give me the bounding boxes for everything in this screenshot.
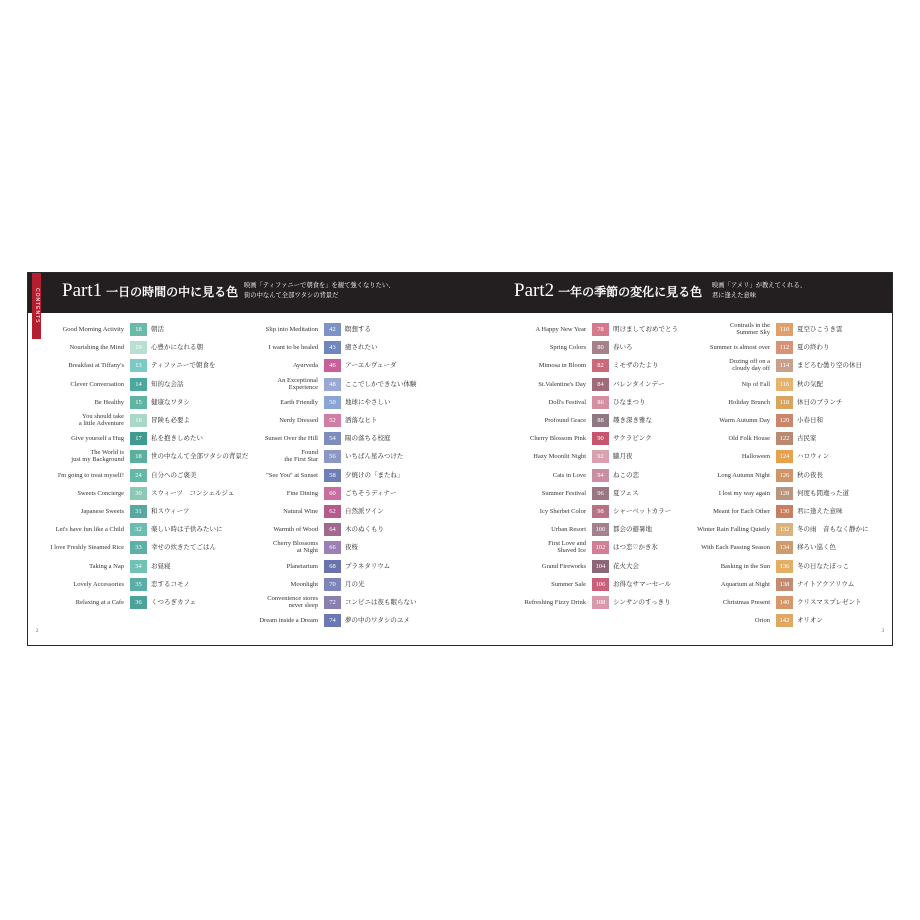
entry-title: Planetarium bbox=[286, 562, 318, 570]
entry-title: Cats in Love bbox=[552, 471, 586, 479]
page-number-badge[interactable]: 36 bbox=[130, 596, 147, 609]
entry-title-japanese[interactable]: シャーベットカラー bbox=[613, 507, 672, 515]
entry-title: I want to be healed bbox=[268, 344, 318, 352]
entry-title: Relaxing at a Cafe bbox=[75, 599, 124, 606]
entry-title: Summer Festival bbox=[541, 489, 586, 497]
entry-title-japanese[interactable]: コンビニは夜も眠らない bbox=[345, 598, 417, 606]
entry-title-japanese[interactable]: ごちそうディナー bbox=[345, 488, 397, 497]
page-number-badge[interactable]: 136 bbox=[776, 560, 793, 573]
entry-title-japanese[interactable]: シンサンのすっきり bbox=[613, 598, 671, 606]
page-number-badge[interactable]: 16 bbox=[130, 414, 147, 427]
entry-title: Halloween bbox=[741, 453, 770, 461]
entry-title-japanese[interactable]: ナイトアクアリウム bbox=[797, 579, 855, 588]
page-number-badge[interactable]: 68 bbox=[324, 560, 341, 573]
page-number-badge[interactable]: 34 bbox=[130, 560, 147, 573]
entry-title-japanese[interactable]: 和スウィーツ bbox=[151, 507, 190, 515]
entry-title-japanese[interactable]: 私を抱きしめたい bbox=[151, 434, 203, 443]
entry-title: Icy Sherbet Color bbox=[539, 508, 586, 515]
part1-description: 映画「ティファニーで朝食を」を観て強くなりたい、 街の中なんて全部ワタシの背景だ bbox=[244, 282, 395, 299]
entry-title: Mimosa in Bloom bbox=[538, 362, 586, 370]
entry-title: I lost my way again bbox=[718, 489, 770, 497]
entry-title: Grand Fireworks bbox=[541, 562, 586, 570]
contents-spread bbox=[27, 272, 893, 646]
entry-title-japanese[interactable]: クリスマスプレゼント bbox=[797, 598, 862, 606]
entry-title-japanese[interactable]: 陽の落ちる校庭 bbox=[345, 434, 391, 443]
page-number-badge[interactable]: 116 bbox=[776, 378, 793, 391]
entry-title-japanese[interactable]: 春いろ bbox=[613, 343, 633, 352]
page-number-badge[interactable]: 30 bbox=[130, 487, 147, 500]
entry-title-japanese[interactable]: 休日のブランチ bbox=[797, 397, 843, 406]
entry-title-japanese[interactable]: 夏の終わり bbox=[797, 343, 830, 352]
entry-title-japanese[interactable]: 花火大会 bbox=[613, 561, 639, 570]
entry-title: An Exceptional Experience bbox=[277, 376, 318, 391]
entry-title-japanese[interactable]: 朝活 bbox=[151, 325, 164, 333]
entry-title: Moonlight bbox=[290, 580, 318, 588]
entry-title-japanese[interactable]: 夏フェス bbox=[613, 488, 639, 497]
page-number-badge[interactable]: 98 bbox=[592, 505, 609, 518]
entry-title: You should take a little Adventure bbox=[78, 413, 124, 427]
entry-title: Lovely Accessories bbox=[73, 580, 124, 588]
part2-subtitle: 一年の季節の変化に見る色 bbox=[558, 285, 703, 299]
page-number-badge[interactable]: 13 bbox=[130, 359, 147, 372]
entry-title-japanese[interactable]: アーユルヴェーダ bbox=[345, 361, 397, 370]
entry-title: Dream inside a Dream bbox=[259, 617, 318, 625]
entry-title: Hazy Moonlit Night bbox=[533, 453, 586, 461]
entry-title-japanese[interactable]: 移ろい巡く色 bbox=[797, 543, 836, 552]
page-number-badge[interactable]: 78 bbox=[592, 323, 609, 336]
page-number-badge[interactable]: 120 bbox=[776, 414, 793, 427]
entry-title-japanese[interactable]: ティファニーで朝食を bbox=[151, 361, 216, 370]
entry-title-japanese[interactable]: 恋するコモノ bbox=[151, 579, 190, 588]
entry-title: Meant for Each Other bbox=[713, 508, 770, 515]
entry-title-japanese[interactable]: 秋の気配 bbox=[797, 379, 823, 388]
entry-title-japanese[interactable]: ねこの恋 bbox=[613, 470, 639, 479]
entry-title: St.Valentine's Day bbox=[538, 380, 586, 388]
entry-title-japanese[interactable]: 世の中なんて全部ワタシの背景だ bbox=[151, 452, 249, 461]
page-number-badge[interactable]: 18 bbox=[130, 450, 147, 463]
page-number-badge[interactable]: 58 bbox=[324, 469, 341, 482]
entry-title: Sunset Over the Hill bbox=[264, 435, 318, 443]
entry-title: Spring Colors bbox=[549, 344, 586, 352]
contents-tab: CONTENTS bbox=[32, 273, 41, 339]
entry-title-japanese[interactable]: 夜桜 bbox=[345, 543, 358, 552]
page-number-badge[interactable]: 15 bbox=[130, 396, 147, 409]
page-number-badge[interactable]: 14 bbox=[130, 378, 147, 391]
page-number-badge[interactable]: 32 bbox=[130, 523, 147, 536]
page-number-badge[interactable]: 31 bbox=[130, 505, 147, 518]
entry-title-japanese[interactable]: まどろむ曇り空の休日 bbox=[797, 361, 862, 370]
entry-title-japanese[interactable]: 夏空ひこうき雲 bbox=[797, 325, 843, 333]
entry-title: Taking a Nap bbox=[89, 562, 124, 570]
entry-title-japanese[interactable]: 心豊かになれる朝 bbox=[151, 343, 203, 352]
entry-title: Give yourself a Hug bbox=[71, 435, 124, 443]
page-number-badge[interactable]: 64 bbox=[324, 523, 341, 536]
page-number-badge[interactable]: 132 bbox=[776, 523, 793, 536]
entry-title: I'm going to treat myself! bbox=[57, 471, 124, 479]
page-number-badge[interactable]: 80 bbox=[592, 341, 609, 354]
page-number-badge[interactable]: 138 bbox=[776, 578, 793, 591]
entry-title-japanese[interactable]: バレンタインデー bbox=[613, 379, 665, 388]
page-number-badge[interactable]: 96 bbox=[592, 487, 609, 500]
part2-heading bbox=[514, 280, 702, 302]
entry-title: Doll's Festival bbox=[548, 398, 586, 406]
entry-title: Summer Sale bbox=[551, 580, 586, 588]
entry-title: The World is just my Background bbox=[71, 449, 124, 464]
entry-title: Earth Friendly bbox=[280, 398, 318, 406]
entry-title: Cherry Blossom Pink bbox=[530, 435, 586, 443]
part2-description: 映画「アメリ」が教えてくれる、 君に逢えた意味 bbox=[712, 282, 807, 299]
entry-title-japanese[interactable]: はつ恋♡かき氷 bbox=[613, 543, 658, 552]
entry-title: Dozing off on a cloudy day off bbox=[729, 358, 770, 373]
entry-title: Be Healthy bbox=[94, 398, 124, 406]
entry-title: First Love and Shaved Ice bbox=[548, 540, 586, 555]
entry-title-japanese[interactable]: 夕焼けの「またね」 bbox=[345, 470, 404, 479]
page-number-badge[interactable]: 19 bbox=[130, 341, 147, 354]
entry-title-japanese[interactable]: 洒落なヒト bbox=[345, 416, 378, 424]
page-number-badge[interactable]: 18 bbox=[130, 323, 147, 336]
entry-title-japanese[interactable]: 自然派ワイン bbox=[345, 507, 384, 515]
entry-title: Breakfast at Tiffany's bbox=[68, 362, 124, 370]
entry-title: Long Autumn Night bbox=[717, 471, 770, 479]
entry-title: Nourishing the Mind bbox=[69, 344, 124, 352]
entry-title-japanese[interactable]: 古民家 bbox=[797, 434, 817, 443]
entry-title-japanese[interactable]: 月の光 bbox=[345, 579, 365, 588]
entry-title: Nip of Fall bbox=[741, 380, 770, 388]
part1-title: Part1 bbox=[62, 280, 103, 301]
entry-title-japanese[interactable]: 冬の雨 音もなく静かに bbox=[797, 525, 869, 534]
entry-title: Warmth of Wood bbox=[273, 526, 318, 534]
entry-title-japanese[interactable]: 健康なワタシ bbox=[151, 397, 190, 406]
page-number-right: 3 bbox=[881, 629, 884, 634]
entry-title-japanese[interactable]: 何度も間違った道 bbox=[797, 488, 849, 497]
page-number-badge[interactable]: 82 bbox=[592, 359, 609, 372]
entry-title: Holiday Brunch bbox=[728, 398, 770, 406]
entry-title-japanese[interactable]: ハロウィン bbox=[797, 452, 830, 461]
entry-title-japanese[interactable]: 自分へのご褒美 bbox=[151, 470, 197, 479]
entry-title-japanese[interactable]: 地球にやさしい bbox=[345, 397, 391, 406]
entry-title-japanese[interactable]: お昼寝 bbox=[151, 561, 171, 570]
entry-title: Fine Dining bbox=[286, 489, 318, 497]
entry-title-japanese[interactable]: 都会の避暑地 bbox=[613, 525, 652, 534]
page-number-badge[interactable]: 54 bbox=[324, 432, 341, 445]
entry-title-japanese[interactable]: オリオン bbox=[797, 616, 823, 625]
page-number-badge[interactable]: 84 bbox=[592, 378, 609, 391]
entry-title: Aquarium at Night bbox=[720, 580, 770, 588]
page-number-badge[interactable]: 72 bbox=[324, 596, 341, 609]
entry-title-japanese[interactable]: 小春日和 bbox=[797, 416, 823, 424]
page-number-badge[interactable]: 122 bbox=[776, 432, 793, 445]
page-number-badge[interactable]: 102 bbox=[592, 541, 609, 554]
entry-title: A Happy New Year bbox=[535, 326, 586, 333]
entry-title: Nerdy Dressed bbox=[279, 417, 318, 424]
entry-title-japanese[interactable]: くつろぎカフェ bbox=[151, 598, 197, 606]
part2-title: Part2 bbox=[514, 280, 555, 301]
entry-title-japanese[interactable]: 朧月夜 bbox=[613, 452, 633, 461]
page-number-badge[interactable]: 60 bbox=[324, 487, 341, 500]
page-number-badge[interactable]: 17 bbox=[130, 432, 147, 445]
page-number-badge[interactable]: 94 bbox=[592, 469, 609, 482]
entry-title-japanese[interactable]: 瞑想する bbox=[345, 325, 371, 333]
page-number-badge[interactable]: 124 bbox=[776, 450, 793, 463]
page-number-badge[interactable]: 118 bbox=[776, 396, 793, 409]
page-number-badge[interactable]: 46 bbox=[324, 359, 341, 372]
entry-title: Japanese Sweets bbox=[80, 508, 124, 515]
page-number-badge[interactable]: 88 bbox=[592, 414, 609, 427]
entry-title: Sweets Concierge bbox=[77, 489, 124, 497]
entry-title-japanese[interactable]: 君に逢えた意味 bbox=[797, 507, 843, 515]
entry-title: Old Folk House bbox=[728, 435, 770, 443]
part1-subtitle: 一日の時間の中に見る色 bbox=[106, 285, 239, 299]
page-number-badge[interactable]: 62 bbox=[324, 505, 341, 518]
page-number-badge[interactable]: 66 bbox=[324, 541, 341, 554]
page-number-badge[interactable]: 56 bbox=[324, 450, 341, 463]
entry-title-japanese[interactable]: ミモザのたより bbox=[613, 361, 659, 370]
entry-title-japanese[interactable]: 冒険も必要よ bbox=[151, 416, 190, 424]
entry-title-japanese[interactable]: 楽しい時は子供みたいに bbox=[151, 525, 223, 534]
page-number-badge[interactable]: 100 bbox=[592, 523, 609, 536]
page-number-badge[interactable]: 110 bbox=[776, 323, 793, 336]
page-number-badge[interactable]: 134 bbox=[776, 541, 793, 554]
entry-title-japanese[interactable]: 冬の日なたぼっこ bbox=[797, 561, 849, 570]
entry-title: Ayurveda bbox=[292, 362, 318, 370]
entry-title-japanese[interactable]: 幸せの炊きたてごはん bbox=[151, 543, 216, 552]
entry-title: Convenience stores never sleep bbox=[267, 595, 318, 609]
page-number-badge[interactable]: 86 bbox=[592, 396, 609, 409]
entry-title: Refreshing Fizzy Drink bbox=[524, 599, 586, 606]
page-number-badge[interactable]: 50 bbox=[324, 396, 341, 409]
entry-title: Winter Rain Falling Quietly bbox=[697, 526, 770, 534]
entry-title: Found the First Star bbox=[284, 449, 318, 464]
entry-title: Warm Autumn Day bbox=[719, 417, 770, 424]
page-number-badge[interactable]: 35 bbox=[130, 578, 147, 591]
entry-title: Profound Grace bbox=[544, 417, 586, 424]
entry-title: With Each Passing Season bbox=[701, 544, 770, 552]
entry-title-japanese[interactable]: 趣き深き雅な bbox=[613, 416, 652, 424]
part1-heading bbox=[62, 280, 238, 302]
page-number-badge[interactable]: 112 bbox=[776, 341, 793, 354]
entry-title: "See You" at Sunset bbox=[266, 471, 318, 479]
entry-title-japanese[interactable]: 明けましておめでとう bbox=[613, 325, 678, 333]
page-number-badge[interactable]: 106 bbox=[592, 578, 609, 591]
entry-title-japanese[interactable]: スウィーツ コンシェルジュ bbox=[151, 488, 235, 497]
page-number-badge[interactable]: 126 bbox=[776, 469, 793, 482]
entry-title-japanese[interactable]: サクラピンク bbox=[613, 434, 652, 443]
entry-title: Contrails in the Summer Sky bbox=[729, 322, 770, 336]
entry-title-japanese[interactable]: 癒されたい bbox=[345, 343, 378, 352]
page-number-badge[interactable]: 114 bbox=[776, 359, 793, 372]
page-number-badge[interactable]: 104 bbox=[592, 560, 609, 573]
entry-title: Cherry Blossoms at Night bbox=[273, 540, 318, 555]
entry-title-japanese[interactable]: 知的な会話 bbox=[151, 379, 184, 388]
entry-title-japanese[interactable]: ひなまつり bbox=[613, 397, 646, 406]
page-number-badge[interactable]: 24 bbox=[130, 469, 147, 482]
entry-title: Basking in the Sun bbox=[720, 562, 770, 570]
entry-title-japanese[interactable]: 夢の中のワタシのユメ bbox=[345, 616, 410, 625]
page-number-badge[interactable]: 90 bbox=[592, 432, 609, 445]
entry-title: Natural Wine bbox=[283, 508, 318, 515]
page-number-badge[interactable]: 74 bbox=[324, 614, 341, 627]
entry-title-japanese[interactable]: お得なサマーセール bbox=[613, 579, 671, 588]
page-number-badge[interactable]: 42 bbox=[324, 323, 341, 336]
entry-title-japanese[interactable]: プラネタリウム bbox=[345, 561, 391, 570]
entry-title-japanese[interactable]: 秋の夜長 bbox=[797, 470, 823, 479]
entry-title: Clever Conversation bbox=[70, 380, 124, 388]
entry-title: Christmas Present bbox=[722, 599, 770, 606]
entry-title-japanese[interactable]: ここでしかできない体験 bbox=[345, 379, 417, 388]
entry-title: Orion bbox=[754, 617, 770, 625]
page-number-badge[interactable]: 140 bbox=[776, 596, 793, 609]
entry-title-japanese[interactable]: 木のぬくもり bbox=[345, 525, 384, 534]
page-number-badge[interactable]: 48 bbox=[324, 378, 341, 391]
entry-title-japanese[interactable]: いちばん星みつけた bbox=[345, 452, 404, 461]
entry-title: I love Freshly Steamed Rice bbox=[50, 544, 124, 552]
page-number-badge[interactable]: 52 bbox=[324, 414, 341, 427]
page-number-badge[interactable]: 43 bbox=[324, 341, 341, 354]
entry-title: Urban Resort bbox=[551, 526, 586, 534]
entry-title: Slip into Meditation bbox=[265, 326, 318, 333]
page-number-left: 2 bbox=[36, 629, 39, 634]
entry-title: Let's have fun like a Child bbox=[55, 526, 124, 534]
page-number-badge[interactable]: 108 bbox=[592, 596, 609, 609]
page-number-badge[interactable]: 130 bbox=[776, 505, 793, 518]
page-number-badge[interactable]: 128 bbox=[776, 487, 793, 500]
page-number-badge[interactable]: 142 bbox=[776, 614, 793, 627]
page-number-badge[interactable]: 92 bbox=[592, 450, 609, 463]
page-number-badge[interactable]: 70 bbox=[324, 578, 341, 591]
page-number-badge[interactable]: 33 bbox=[130, 541, 147, 554]
entry-title: Summer is almost over bbox=[709, 344, 770, 352]
entry-title: Good Morning Activity bbox=[62, 326, 124, 333]
